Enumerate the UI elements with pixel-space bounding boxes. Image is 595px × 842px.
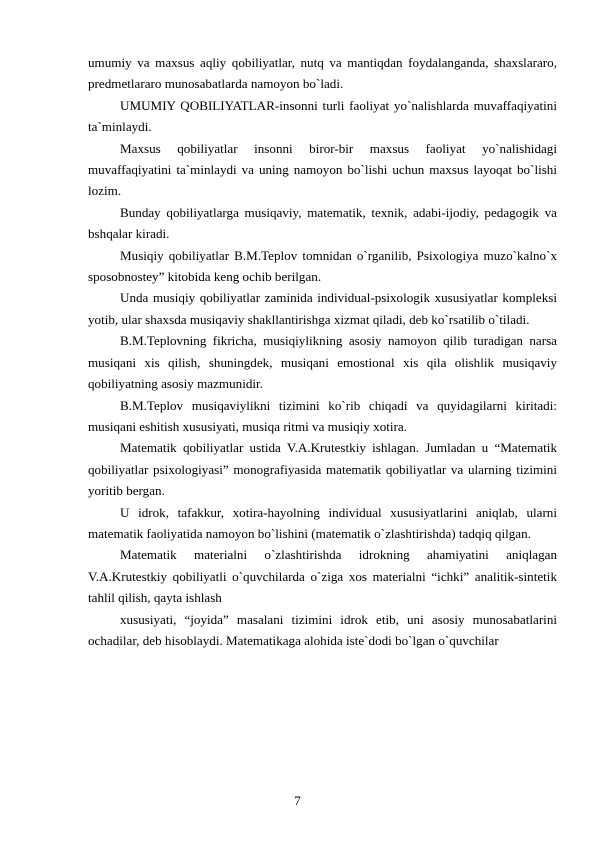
paragraph-general-abilities: UMUMIY QOBILIYATLAR-insonni turli faoliyat yo`nalishlarda muvaffaqiyatini ta`minlaydi.	[88, 97, 557, 135]
paragraph-math-material: Matematik materialni o`zlashtirishda idrokning ahamiyatini aniqlagan V.A.Krutestkiy qobiliyatli o`quvchilarda o`ziga xos materialni “ichki” analitik-sintetik tahlil qilish, qayta ishlash	[88, 547, 557, 606]
paragraph-musical-abilities: Musiqiy qobiliyatlar B.M.Teplov tomnidan o`rganilib, Psixologiya muzo`kalno`x sposobnostey” kitobida keng ochib berilgan.	[88, 247, 557, 285]
paragraph-math-abilities: Matematik qobiliyatlar ustida V.A.Krutestkiy ishlagan. Jumladan u “Matematik qobiliyatlar psixologiyasi” monografiyasida matematik qobiliyatlar va ularning tizimini yoritib bergan.	[88, 440, 557, 499]
paragraph-perception-research: U idrok, tafakkur, xotira-hayolning individual xususiyatlarini aniqlab, ularni matematik faoliyatida namoyon bo`lishini (matematik o`zlashtirishda) tadqiq qilgan.	[88, 504, 557, 541]
paragraph-continuation: umumiy va maxsus aqliy qobiliyatlar, nutq va mantiqdan foydalanganda, shaxslararo, predmetlararo munosabatlarda namoyon bo`ladi.	[88, 55, 557, 92]
paragraph-continuation-end: xususiyati, “joyida” masalani tizimini idrok etib, uni asosiy munosabatlarini ochadilar, deb hisoblaydi. Matematikaga alohida iste`dodi bo`lgan o`quvchilar	[88, 611, 557, 648]
paragraph-teplov-opinion: B.M.Teplovning fikricha, musiqiylikning asosiy namoyon qilib turadigan narsa musiqani xis qilish, shuningdek, musiqani emostional xis qila olishlik musiqaviy qobiliyatning asosiy mazmunidir.	[88, 333, 557, 392]
paragraph-teplov-system: B.M.Teplov musiqaviylikni tizimini ko`rib chiqadi va quyidagilarni kiritadi: musiqani eshitish xususiyati, musiqa ritmi va musiqiy xotira.	[88, 397, 557, 434]
paragraph-ability-types: Bunday qobiliyatlarga musiqaviy, matematik, texnik, adabi-ijodiy, pedagogik va bshqalar kiradi.	[88, 204, 557, 242]
document-page	[88, 52, 557, 651]
paragraph-special-abilities: Maxsus qobiliyatlar insonni biror-bir maxsus faoliyat yo`nalishidagi muvaffaqiyatini ta`minlaydi va uning namoyon bo`lishi uchun maxsus layoqat bo`lishi lozim.	[88, 140, 557, 199]
page-number: 7	[294, 793, 301, 808]
paragraph-psychological-complex: Unda musiqiy qobiliyatlar zaminida individual-psixologik xususiyatlar kompleksi yotib, ular shaxsda musiqaviy shakllantirishga xizmat qiladi, deb ko`rsatilib o`tiladi.	[88, 290, 557, 327]
